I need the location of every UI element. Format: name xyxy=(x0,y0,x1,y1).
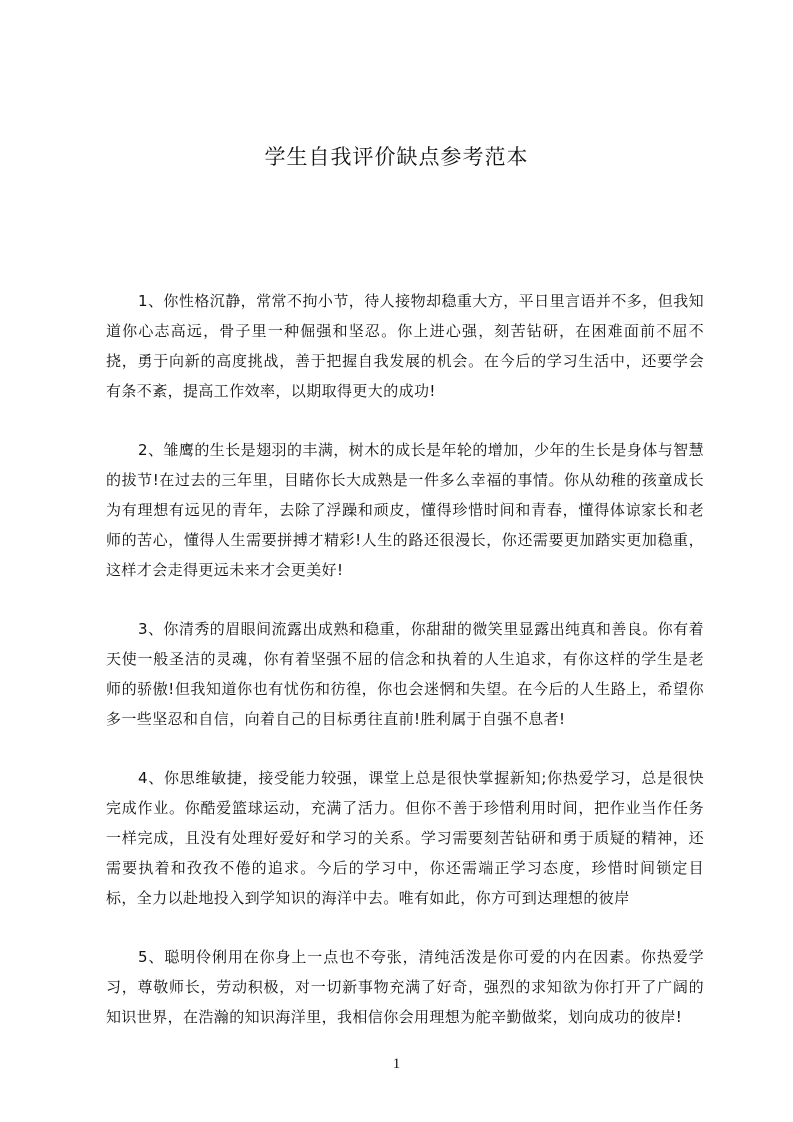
paragraph-3: 3、你清秀的眉眼间流露出成熟和稳重，你甜甜的微笑里显露出纯真和善良。你有着天使一般圣洁的灵魂，你有着坚强不屈的信念和执着的人生追求，有你这样的学生是老师的骄傲!但我知道你也有忧伤和彷徨，你也会迷惘和失望。在今后的人生路上，希望你多一些坚忍和自信，向着自己的目标勇往直前!胜利属于自强不息者! xyxy=(106,620,704,728)
paragraph-5: 5、聪明伶俐用在你身上一点也不夸张，清纯活泼是你可爱的内在因素。你热爱学习，尊敬师长，劳动积极，对一切新事物充满了好奇，强烈的求知欲为你打开了广阔的知识世界，在浩瀚的知识海洋里，我相信你会用理想为舵辛勤做桨，划向成功的彼岸! xyxy=(106,948,704,1026)
document-body xyxy=(106,286,704,1061)
page-number: 1 xyxy=(392,1056,401,1072)
paragraph-4: 4、你思维敏捷，接受能力较强，课堂上总是很快掌握新知;你热爱学习，总是很快完成作业。你酷爱篮球运动，充满了活力。但你不善于珍惜利用时间，把作业当作任务一样完成，且没有处理好爱好和学习的关系。学习需要刻苦钻研和勇于质疑的精神，还需要执着和孜孜不倦的追求。今后的学习中，你还需端正学习态度，珍惜时间锁定目标，全力以赴地投入到学知识的海洋中去。唯有如此，你方可到达理想的彼岸 xyxy=(106,769,704,907)
document-title: 学生自我评价缺点参考范本 xyxy=(264,145,529,169)
paragraph-2: 2、雏鹰的生长是翅羽的丰满，树木的成长是年轮的增加，少年的生长是身体与智慧的拔节!在过去的三年里，目睹你长大成熟是一件多么幸福的事情。你从幼稚的孩童成长为有理想有远见的青年，去除了浮躁和顽皮，懂得珍惜时间和青春，懂得体谅家长和老师的苦心，懂得人生需要拼搏才精彩!人生的路还很漫长，你还需要更加踏实更加稳重，这样才会走得更远未来才会更美好! xyxy=(106,441,704,579)
paragraph-1: 1、你性格沉静，常常不拘小节，待人接物却稳重大方，平日里言语并不多，但我知道你心志高远，骨子里一种倔强和坚忍。你上进心强，刻苦钻研，在困难面前不屈不挠，勇于向新的高度挑战，善于把握自我发展的机会。在今后的学习生活中，还要学会有条不紊，提高工作效率，以期取得更大的成功! xyxy=(106,292,704,400)
